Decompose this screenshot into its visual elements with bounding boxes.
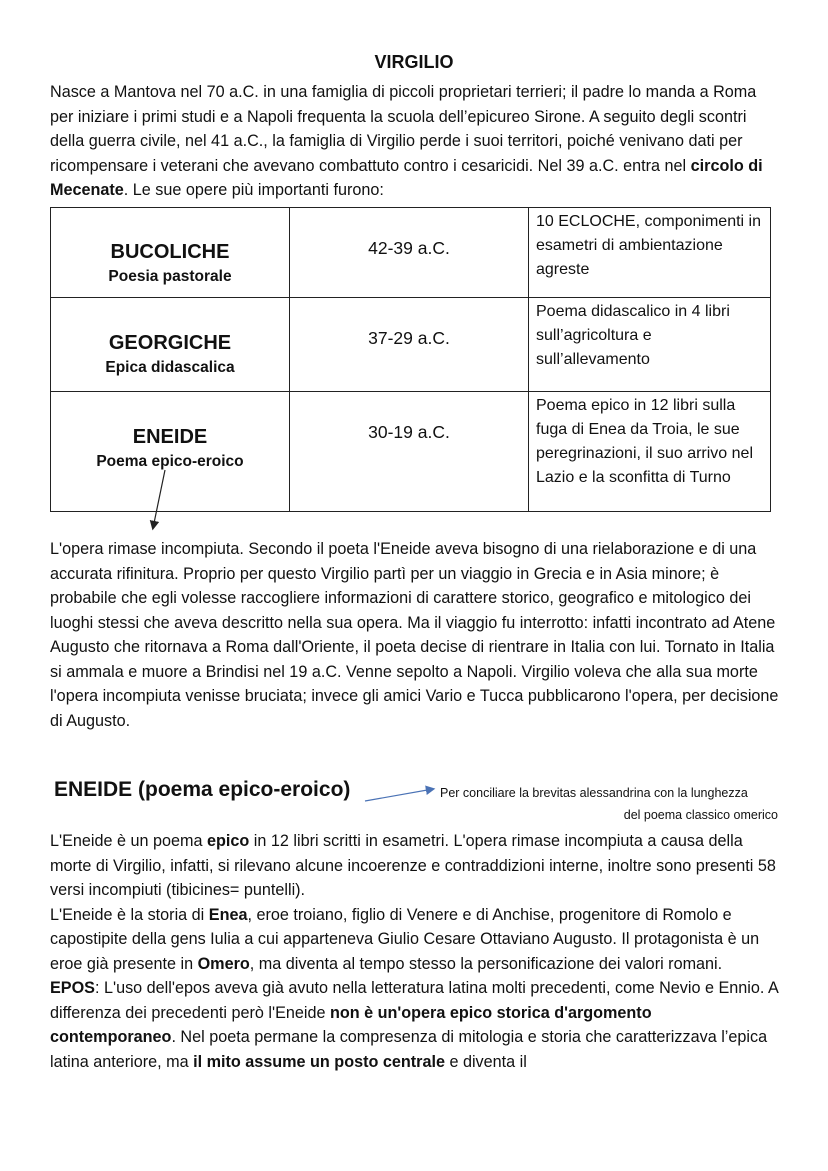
work-description: Poema epico in 12 libri sulla fuga di Enea da Troia, le sue peregrinazioni, il suo arrivo nel Lazio e la sconfitta di Turno xyxy=(529,392,771,512)
eneide-paragraph-1 xyxy=(50,829,780,903)
work-date: 42-39 a.C. xyxy=(368,238,450,258)
eneide-paragraph-3 xyxy=(50,976,780,1074)
work-description: Poema didascalico in 4 libri sull’agricoltura e sull’allevamento xyxy=(529,298,771,392)
work-subtitle: Epica didascalica xyxy=(105,359,235,376)
work-name-cell xyxy=(51,392,290,512)
work-date-cell xyxy=(290,392,529,512)
side-note-line-2: del poema classico omerico xyxy=(623,807,778,822)
work-date-cell xyxy=(290,208,529,298)
table-row xyxy=(51,298,771,392)
text-run: L'Eneide è un poema xyxy=(50,832,207,850)
bold-enea: Enea xyxy=(208,905,248,924)
work-description: 10 ECLOCHE, componimenti in esametri di ambientazione agreste xyxy=(529,208,771,298)
eneide-section-body xyxy=(50,829,780,1074)
work-subtitle: Poesia pastorale xyxy=(108,268,232,285)
intro-text-2: . Le sue opere più importanti furono: xyxy=(123,181,384,199)
text-run: , ma diventa al tempo stesso la personificazione dei valori romani. xyxy=(249,954,723,973)
incompiuta-text: L'opera rimase incompiuta. Secondo il poeta l'Eneide aveva bisogno di una rielaborazione e di una accurata rifinitura. Proprio per questo Virgilio partì per un viaggio in Grecia e in Asia minore; è probabile che egli volesse raccogliere informazioni di carattere storico, geografico e mitologico dei luoghi stessi che aveva descritto nella sua opera. Ma il viaggio fu interrotto: infatti incontrato ad Atene Augusto che ritornava a Roma dall'Oriente, il poeta decise di rientrare in Italia con lui. Tornato in Italia si ammala e muore a Brindisi nel 19 a.C. Venne sepolto a Napoli. Virgilio voleva che alla sua morte l'opera incompiuta venisse bruciata; invece gli amici Vario e Tucca pubblicarono l'opera, per decisione di Augusto. xyxy=(50,540,779,730)
table-row xyxy=(51,392,771,512)
side-note-line-1: Per conciliare la brevitas alessandrina con la lunghezza xyxy=(440,786,748,800)
text-run: , eroe troiano, figlio di Venere e di Anchise, progenitore di Romolo e capostipite della gens Iulia a cui apparteneva Giulio Cesare Ottaviano Augusto. Il protagonista è un eroe già presente in xyxy=(50,905,760,973)
intro-bold-mecenate: circolo di Mecenate xyxy=(50,156,763,199)
section-heading: ENEIDE (poema epico-eroico) xyxy=(54,778,351,801)
work-name: BUCOLICHE xyxy=(110,241,230,263)
bold-epos: EPOS xyxy=(50,979,95,997)
bold-omero: Omero xyxy=(197,954,250,973)
work-subtitle: Poema epico-eroico xyxy=(96,453,244,470)
intro-paragraph xyxy=(50,80,780,203)
page-title: VIRGILIO xyxy=(374,52,454,72)
text-run: L'Eneide è la storia di xyxy=(50,905,209,924)
incompiuta-paragraph xyxy=(50,537,780,733)
work-date: 37-29 a.C. xyxy=(368,328,450,348)
bold-epico: epico xyxy=(207,832,250,850)
side-note xyxy=(440,783,778,826)
eneide-paragraph-2 xyxy=(50,903,780,977)
table-row xyxy=(51,208,771,298)
work-date-cell xyxy=(290,298,529,392)
work-name: GEORGICHE xyxy=(108,332,232,354)
bold-mito-centrale: il mito assume un posto centrale xyxy=(193,1052,445,1071)
text-run: . Nel poeta permane la compresenza di mitologia e storia che caratterizzava l’epica latina anteriore, ma xyxy=(50,1028,768,1071)
arrow-right-icon xyxy=(365,789,433,801)
intro-text-1: Nasce a Mantova nel 70 a.C. in una famiglia di piccoli proprietari terrieri; il padre lo manda a Roma per iniziare i primi studi e a Napoli frequenta la scuola dell’epicureo Sirone. A seguito degli scontri della guerra civile, nel 41 a.C., la famiglia di Virgilio perde i suoi territori, poiché venivano dati per ricompensare i veterani che avevano combattuto contro i cesaricidi. Nel 39 a.C. entra nel xyxy=(50,83,757,175)
work-name-cell xyxy=(51,298,290,392)
text-run: in 12 libri scritti in esametri. L'opera rimase incompiuta a causa della morte di Virgilio, infatti, si rilevano alcune incoerenze e contraddizioni interne, inoltre sono presenti 58 versi incompiuti (tibicines= puntelli). xyxy=(50,832,776,899)
work-name-cell xyxy=(51,208,290,298)
works-table xyxy=(50,207,771,512)
work-name: ENEIDE xyxy=(132,426,208,448)
text-run: e diventa il xyxy=(444,1052,527,1071)
work-date: 30-19 a.C. xyxy=(368,422,450,442)
text-run: : L'uso dell'epos aveva già avuto nella letteratura latina molti precedenti, come Nevio e Ennio. A differenza dei precedenti però l'Eneide xyxy=(50,979,778,1022)
bold-non-storica: non è un'opera epico storica d'argomento contemporaneo xyxy=(50,1003,652,1046)
